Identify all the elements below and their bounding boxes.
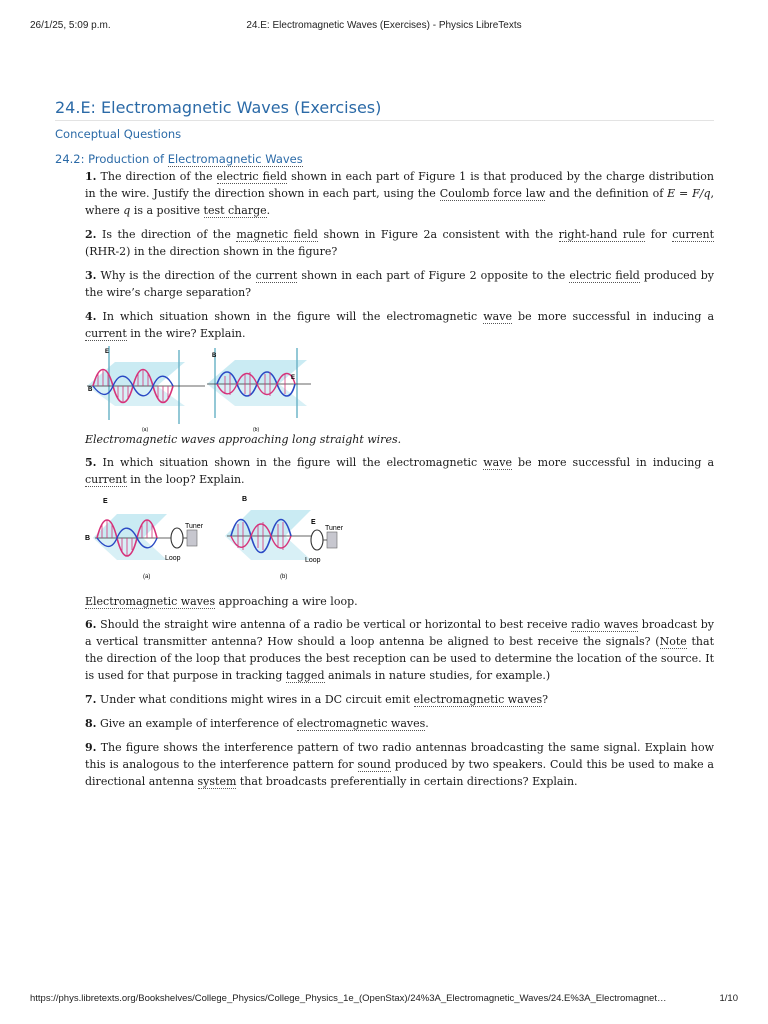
- glossary-link[interactable]: current: [85, 327, 127, 340]
- fig2-label-loop: Loop: [165, 555, 181, 562]
- glossary-link[interactable]: electric field: [216, 170, 288, 183]
- fig1-label-b2: B: [212, 353, 217, 359]
- print-datetime: 26/1/25, 5:09 p.m.: [30, 20, 111, 31]
- question-text: in the wire? Explain.: [126, 327, 246, 340]
- question-number: 3.: [85, 269, 97, 282]
- print-footer: [30, 993, 738, 1007]
- question-text: shown in each part of Figure 1 is that produced by the charge distribution in the wire. Justify the direction shown in each part, using the: [85, 170, 714, 200]
- question-6: [85, 616, 714, 684]
- subsection-prefix: 24.2: Production of: [55, 152, 168, 166]
- question-text: in the loop? Explain.: [126, 473, 245, 486]
- figure-loop-panel-b: [225, 496, 344, 580]
- question-5: [85, 454, 714, 488]
- question-text: The direction of the: [96, 170, 217, 183]
- question-text: and the definition of: [545, 187, 668, 200]
- question-text: that broadcasts preferentially in certain directions? Explain.: [236, 775, 578, 788]
- question-list: [55, 168, 714, 790]
- glossary-link[interactable]: wave: [483, 456, 512, 469]
- wave-diagram-icon: [85, 492, 365, 590]
- article-content: [55, 98, 714, 797]
- question-number: 7.: [85, 693, 97, 706]
- fig1-label-b: B: [88, 387, 93, 393]
- section-heading-text[interactable]: Conceptual Questions: [55, 127, 182, 141]
- glossary-link[interactable]: electromagnetic waves: [296, 717, 426, 730]
- figure-wires: [85, 344, 714, 433]
- fig1-panel-b-label: (b): [253, 427, 260, 433]
- print-url[interactable]: https://phys.libretexts.org/Bookshelves/College_Physics/College_Physics_1e_(OpenStax)/24%3A_Electromagnetic_Waves/24.E%3A_Electromagnet…: [30, 993, 667, 1004]
- glossary-link[interactable]: magnetic field: [236, 228, 318, 241]
- figure-loop-caption-link[interactable]: Electromagnetic waves: [85, 595, 216, 608]
- question-text: produced by the wire’s charge separation?: [85, 269, 714, 299]
- fig2-panel-b-label: (b): [280, 574, 288, 580]
- figure-wires-caption: Electromagnetic waves approaching long straight wires.: [85, 433, 402, 446]
- question-number: 5.: [85, 456, 97, 469]
- question-text: shown in each part of Figure 2 opposite to the: [297, 269, 570, 282]
- section-heading-conceptual[interactable]: [55, 127, 714, 141]
- glossary-link[interactable]: tagged: [285, 669, 325, 682]
- math-expression: E = F/q: [667, 187, 711, 200]
- question-text: Under what conditions might wires in a DC circuit emit: [96, 693, 414, 706]
- question-text: Why is the direction of the: [96, 269, 256, 282]
- figure-loop-caption: [85, 594, 714, 610]
- glossary-link[interactable]: Note: [659, 635, 687, 648]
- glossary-link[interactable]: system: [197, 775, 237, 788]
- question-text: In which situation shown in the figure will the electromagnetic: [96, 310, 484, 323]
- question-text: produced by two speakers. Could this be used to make a directional antenna: [85, 758, 714, 788]
- fig2-label-b2: B: [242, 496, 248, 503]
- question-number: 9.: [85, 741, 97, 754]
- question-number: 2.: [85, 228, 97, 241]
- glossary-link[interactable]: current: [255, 269, 298, 282]
- question-text: .: [266, 204, 271, 217]
- fig2-label-e2: E: [311, 519, 316, 526]
- tuner-icon: [187, 530, 197, 546]
- figure-loop: [85, 492, 714, 590]
- wave-diagram-icon: [85, 344, 325, 434]
- question-3: [85, 267, 714, 301]
- question-text: that the direction of the loop that produces the best reception can be used to determine the location of the source. It is used for that purpose in tracking: [85, 635, 714, 682]
- glossary-link[interactable]: test charge: [203, 204, 267, 217]
- question-text: Should the straight wire antenna of a radio be vertical or horizontal to best receive: [96, 618, 572, 631]
- glossary-link[interactable]: sound: [357, 758, 391, 771]
- print-header: [30, 20, 738, 34]
- fig1-label-e2: E: [291, 375, 296, 381]
- glossary-link[interactable]: current: [672, 228, 714, 241]
- glossary-link[interactable]: Coulomb force law: [439, 187, 546, 200]
- question-2: [85, 226, 714, 260]
- question-text: (RHR-2) in the direction shown in the figure?: [85, 245, 338, 258]
- fig2-label-e: E: [103, 498, 108, 505]
- question-text: broadcast by a vertical transmitter antenna? How should a loop antenna be aligned to best receive the signals? (: [85, 618, 714, 648]
- question-7: [85, 691, 714, 708]
- fig2-label-tuner: Tuner: [185, 523, 204, 530]
- question-8: [85, 715, 714, 732]
- figure-wires-panel-b: [207, 348, 311, 433]
- fig1-label-e: E: [105, 349, 110, 355]
- glossary-link[interactable]: wave: [483, 310, 512, 323]
- question-text: be more successful in inducing a: [511, 310, 714, 323]
- glossary-link[interactable]: current: [85, 473, 127, 486]
- question-number: 6.: [85, 618, 97, 631]
- question-4: [85, 308, 714, 342]
- glossary-link[interactable]: electric field: [569, 269, 640, 282]
- question-text: The figure shows the interference pattern of two radio antennas broadcasting the same signal. Explain how this is analogous to the interference pattern for: [85, 741, 714, 771]
- fig1-panel-a-label: (a): [142, 427, 149, 433]
- question-number: 4.: [85, 310, 97, 323]
- question-text: In which situation shown in the figure will the electromagnetic: [96, 456, 484, 469]
- page-title: 24.E: Electromagnetic Waves (Exercises): [55, 98, 714, 121]
- question-text: ?: [542, 693, 549, 706]
- fig2-label-loop2: Loop: [305, 557, 321, 564]
- fig2-label-b: B: [85, 535, 91, 542]
- subsection-link[interactable]: Electromagnetic Waves: [167, 152, 303, 166]
- glossary-link[interactable]: radio waves: [571, 618, 639, 631]
- figure-loop-panel-a: [85, 498, 204, 580]
- page-number: 1/10: [719, 993, 738, 1004]
- question-text: , where: [85, 187, 715, 217]
- question-text: is a positive: [130, 204, 204, 217]
- question-9: [85, 739, 714, 790]
- loop-icon: [171, 528, 183, 548]
- loop-icon: [311, 530, 323, 550]
- glossary-link[interactable]: electromagnetic waves: [413, 693, 543, 706]
- fig2-panel-a-label: (a): [143, 574, 151, 580]
- question-text: be more successful in inducing a: [511, 456, 714, 469]
- question-text: for: [645, 228, 673, 241]
- question-text: Is the direction of the: [96, 228, 237, 241]
- figure-loop-caption-rest: approaching a wire loop.: [215, 595, 358, 608]
- question-number: 1.: [85, 170, 97, 183]
- glossary-link[interactable]: right-hand rule: [558, 228, 646, 241]
- question-text: shown in Figure 2a consistent with the: [317, 228, 559, 241]
- question-text: .: [425, 717, 429, 730]
- question-number: 8.: [85, 717, 97, 730]
- print-doc-title: 24.E: Electromagnetic Waves (Exercises) - Physics LibreTexts: [246, 20, 522, 31]
- figure-wires-panel-a: [87, 346, 205, 433]
- tuner-icon: [327, 532, 337, 548]
- fig2-label-tuner2: Tuner: [325, 525, 344, 532]
- question-1: [85, 168, 714, 219]
- question-text: Give an example of interference of: [96, 717, 297, 730]
- subsection-heading: [55, 152, 714, 166]
- math-expression: q: [123, 204, 131, 217]
- question-text: animals in nature studies, for example.): [324, 669, 551, 682]
